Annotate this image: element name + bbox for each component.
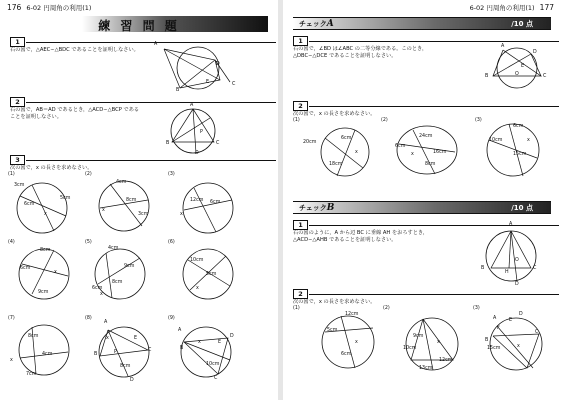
check-b-q2-3-label-a: A: [493, 316, 497, 321]
check-a-q2-1-len-a: 20cm: [303, 140, 317, 145]
check-b-q2-2-figure: [403, 314, 461, 374]
q3-9-label-d: D: [230, 334, 234, 339]
question-1-number: 1: [10, 37, 25, 47]
check-a-q2-2-len-d: 8cm: [425, 162, 436, 167]
q2-circle-figure: [166, 106, 226, 156]
check-b-q2-2-len-c: 12cm: [439, 358, 453, 363]
check-a-q2-2-x: x: [411, 152, 414, 157]
q2-label-a: A: [190, 103, 194, 108]
right-page-number: 177: [539, 3, 554, 12]
check-a-q2-1-x: x: [355, 150, 358, 155]
question-3-text: 次の図で，x の長さを求めなさい。: [10, 165, 93, 171]
q1-label-e: E: [206, 80, 210, 85]
q3-7-len-b: 4cm: [42, 352, 53, 357]
right-section-title: 6-02 円周角の利用(1): [469, 4, 535, 12]
q3-3-x: x: [180, 212, 183, 217]
check-b-banner: [293, 201, 551, 214]
q3-3-len-a: 12cm: [190, 198, 204, 203]
check-b-score: /10 点: [511, 204, 533, 212]
check-b-q2-1-len-b: 5cm: [327, 328, 338, 333]
check-a-q1-label-d: D: [533, 50, 537, 55]
check-b-q2-2-x: x: [437, 340, 440, 345]
check-a-q1-figure: [483, 46, 549, 92]
check-b-q1-label-a: A: [509, 222, 513, 227]
check-a-q2-sub-3: (3): [475, 118, 482, 123]
q3-1-len-a: 3cm: [14, 183, 25, 188]
q3-sub-6-label: (6): [168, 240, 175, 245]
check-b-q2-1-len-c: 6cm: [341, 352, 352, 357]
q2-label-p: P: [200, 130, 203, 135]
check-b-q2-sub-2: (2): [383, 306, 390, 311]
right-page-header: [470, 3, 557, 12]
check-b-q2-3-label-b: B: [485, 338, 489, 343]
q3-sub-4-label: (4): [8, 240, 15, 245]
check-a-q1-label-o: O: [515, 72, 519, 77]
q3-2-len-b: 8cm: [126, 198, 137, 203]
check-b-q2-3-label-c: C: [535, 330, 539, 335]
q2-label-b: B: [166, 141, 170, 146]
left-page-number: 176: [7, 3, 22, 12]
q3-8-label-e: E: [134, 336, 138, 341]
q3-8-label-c: C: [148, 348, 152, 353]
q3-9-figure: [178, 320, 236, 380]
q3-4-len-a: 8cm: [40, 248, 51, 253]
check-b-q2-2-len-d: 13cm: [419, 366, 433, 371]
left-section-title: 6-02 円周角の利用(1): [26, 4, 92, 12]
check-a-q1-label-e: E: [521, 64, 525, 69]
check-a-q2-1-figure: [317, 124, 373, 180]
question-2-number: 2: [10, 97, 25, 107]
check-b-title: チェックB: [299, 203, 335, 213]
q3-9-label-c: C: [214, 376, 218, 381]
q3-7-figure: [14, 322, 72, 380]
q1-label-d: D: [216, 62, 220, 67]
check-b-q2-2-len-a: 10cm: [403, 346, 417, 351]
question-2-line-2: ことを証明しなさい。: [10, 114, 62, 120]
exercise-title: 練 習 問 題: [98, 19, 180, 33]
q3-9-label-b: B: [180, 346, 184, 351]
check-b-q2-3-label-d: D: [519, 312, 523, 317]
question-1-text: 右の図で，△AEC∽△BDC であることを証明しなさい。: [10, 47, 139, 53]
check-b-q1-label-o: O: [515, 258, 519, 263]
q3-6-x: x: [196, 286, 199, 291]
q3-6-len-a: 10cm: [190, 258, 204, 263]
right-page: [283, 0, 561, 400]
check-a-q1-line-1: 右の図で，∠BD は∠ABC の二等分線である。このとき，: [293, 46, 428, 52]
check-b-q2-2-len-b: 9cm: [413, 334, 424, 339]
q3-5-len-a: 4cm: [108, 246, 119, 251]
check-a-q2-text: 次の図で，x の長さを求めなさい。: [293, 111, 376, 117]
left-page: [0, 0, 278, 400]
check-b-q1-figure: [483, 226, 539, 284]
q3-2-len-c: 3cm: [138, 212, 149, 217]
check-b-q2-text: 次の図で，x の長さを求めなさい。: [293, 299, 376, 305]
q3-9-label-a: A: [178, 328, 182, 333]
exercise-title-banner: [10, 16, 268, 32]
q3-8-len: 8cm: [120, 364, 131, 369]
check-b-q1-line-2: △ACD∽△AHB であることを証明しなさい。: [293, 237, 397, 243]
check-b-q2-3-x: x: [517, 344, 520, 349]
q3-8-label-p: P: [114, 350, 117, 355]
q3-8-label-d: D: [130, 378, 134, 383]
q3-sub-2-label: (2): [85, 172, 92, 177]
check-a-q2-1-len-b: 6cm: [341, 136, 352, 141]
check-b-q1-number: 1: [293, 220, 308, 230]
check-a-q2-3-len-c: 10cm: [489, 138, 503, 143]
left-page-header: [4, 3, 91, 12]
q3-7-x: x: [10, 358, 13, 363]
q2-label-c: C: [216, 141, 220, 146]
q1-circle-figure: [160, 44, 240, 92]
check-b-q1-label-d: D: [515, 282, 519, 287]
check-a-q2-2-figure: [395, 124, 459, 176]
check-b-q1-label-h: H: [505, 270, 509, 275]
q3-5-len-c: 6cm: [92, 286, 103, 291]
check-b-q2-number: 2: [293, 289, 308, 299]
check-b-q2-sub-1: (1): [293, 306, 300, 311]
check-a-q1-label-c: C: [543, 74, 547, 79]
q1-label-a: A: [154, 42, 158, 47]
check-a-q1-number: 1: [293, 36, 308, 46]
check-b-q1-label-b: B: [481, 266, 485, 271]
q3-3-figure: [180, 180, 236, 236]
check-b-q2-3-figure: [487, 312, 545, 372]
q3-sub-1-label: (1): [8, 172, 15, 177]
q3-1-len-c: 5cm: [60, 196, 71, 201]
q3-5-x: x: [100, 292, 103, 297]
q3-3-len-b: 6cm: [210, 200, 221, 205]
check-a-q2-sub-2: (2): [381, 118, 388, 123]
q3-7-len-c: 7cm: [26, 372, 37, 377]
q3-9-x: x: [198, 340, 201, 345]
q3-sub-7-label: (7): [8, 316, 15, 321]
q3-7-len-a: 8cm: [28, 334, 39, 339]
q3-2-len-a: 4cm: [116, 180, 127, 185]
q3-6-len-b: 5cm: [206, 272, 217, 277]
q3-sub-9-label: (9): [168, 316, 175, 321]
q3-9-len: 10cm: [206, 362, 220, 367]
q3-8-figure: [94, 320, 152, 380]
q3-2-figure: [96, 178, 152, 234]
q3-5-len-d: 8cm: [112, 280, 123, 285]
check-a-q2-2-len-b: 6cm: [395, 144, 406, 149]
q3-1-figure: [14, 180, 70, 236]
q3-sub-5-label: (5): [85, 240, 92, 245]
q3-8-x: x: [106, 336, 109, 341]
q1-label-c: C: [232, 82, 236, 87]
check-b-q2-1-x: x: [355, 340, 358, 345]
check-b-q2-3-label-e: E: [509, 318, 513, 323]
check-a-banner: [293, 17, 551, 30]
question-3-number: 3: [10, 155, 25, 165]
check-a-q2-3-x: x: [527, 138, 530, 143]
q3-4-x: x: [54, 270, 57, 275]
q3-4-len-b: 6cm: [20, 266, 31, 271]
check-a-q1-line-2: △DBC∽△DCE であることを証明しなさい。: [293, 53, 397, 59]
check-b-q2-1-len-a: 12cm: [345, 312, 359, 317]
check-b-q2-sub-3: (3): [473, 306, 480, 311]
check-a-q1-label-b: B: [485, 74, 489, 79]
question-2-line-1: 右の図で，AB＝AD であるとき，△ACD∽△BCP である: [10, 107, 140, 113]
q3-8-label-a: A: [104, 320, 108, 325]
check-a-q2-2-len-a: 24cm: [419, 134, 433, 139]
q3-sub-3-label: (3): [168, 172, 175, 177]
q3-4-len-c: 9cm: [38, 290, 49, 295]
check-a-title: チェックA: [299, 19, 334, 29]
check-a-score: /10 点: [511, 20, 533, 28]
q3-8-label-b: B: [94, 352, 98, 357]
check-b-q2-3-len: 15cm: [487, 346, 501, 351]
check-b-q2-3-label-f: F: [497, 326, 500, 331]
q3-2-x: x: [102, 208, 105, 213]
q3-sub-8-label: (8): [85, 316, 92, 321]
check-a-q2-3-len-b: 15cm: [513, 152, 527, 157]
check-b-q1-label-c: C: [533, 266, 537, 271]
q3-1-len-b: 6cm: [24, 202, 35, 207]
check-a-q2-3-len-a: 6cm: [513, 124, 524, 129]
q3-9-label-e: E: [218, 340, 222, 345]
q2-label-d: D: [195, 151, 199, 156]
check-a-q2-sub-1: (1): [293, 118, 300, 123]
check-b-q1-line-1: 右の図のように，A から辺 BC に垂線 AH をおろすとき，: [293, 230, 429, 236]
q3-5-len-b: 9cm: [124, 264, 135, 269]
check-a-q2-1-len-c: 18cm: [329, 162, 343, 167]
q1-label-b: B: [176, 88, 180, 93]
q3-1-x: x: [44, 212, 47, 217]
check-a-q1-label-a: A: [501, 44, 505, 49]
check-a-q2-2-len-c: 16cm: [433, 150, 447, 155]
check-b-q2-1-figure: [319, 310, 377, 372]
check-a-q2-number: 2: [293, 101, 308, 111]
